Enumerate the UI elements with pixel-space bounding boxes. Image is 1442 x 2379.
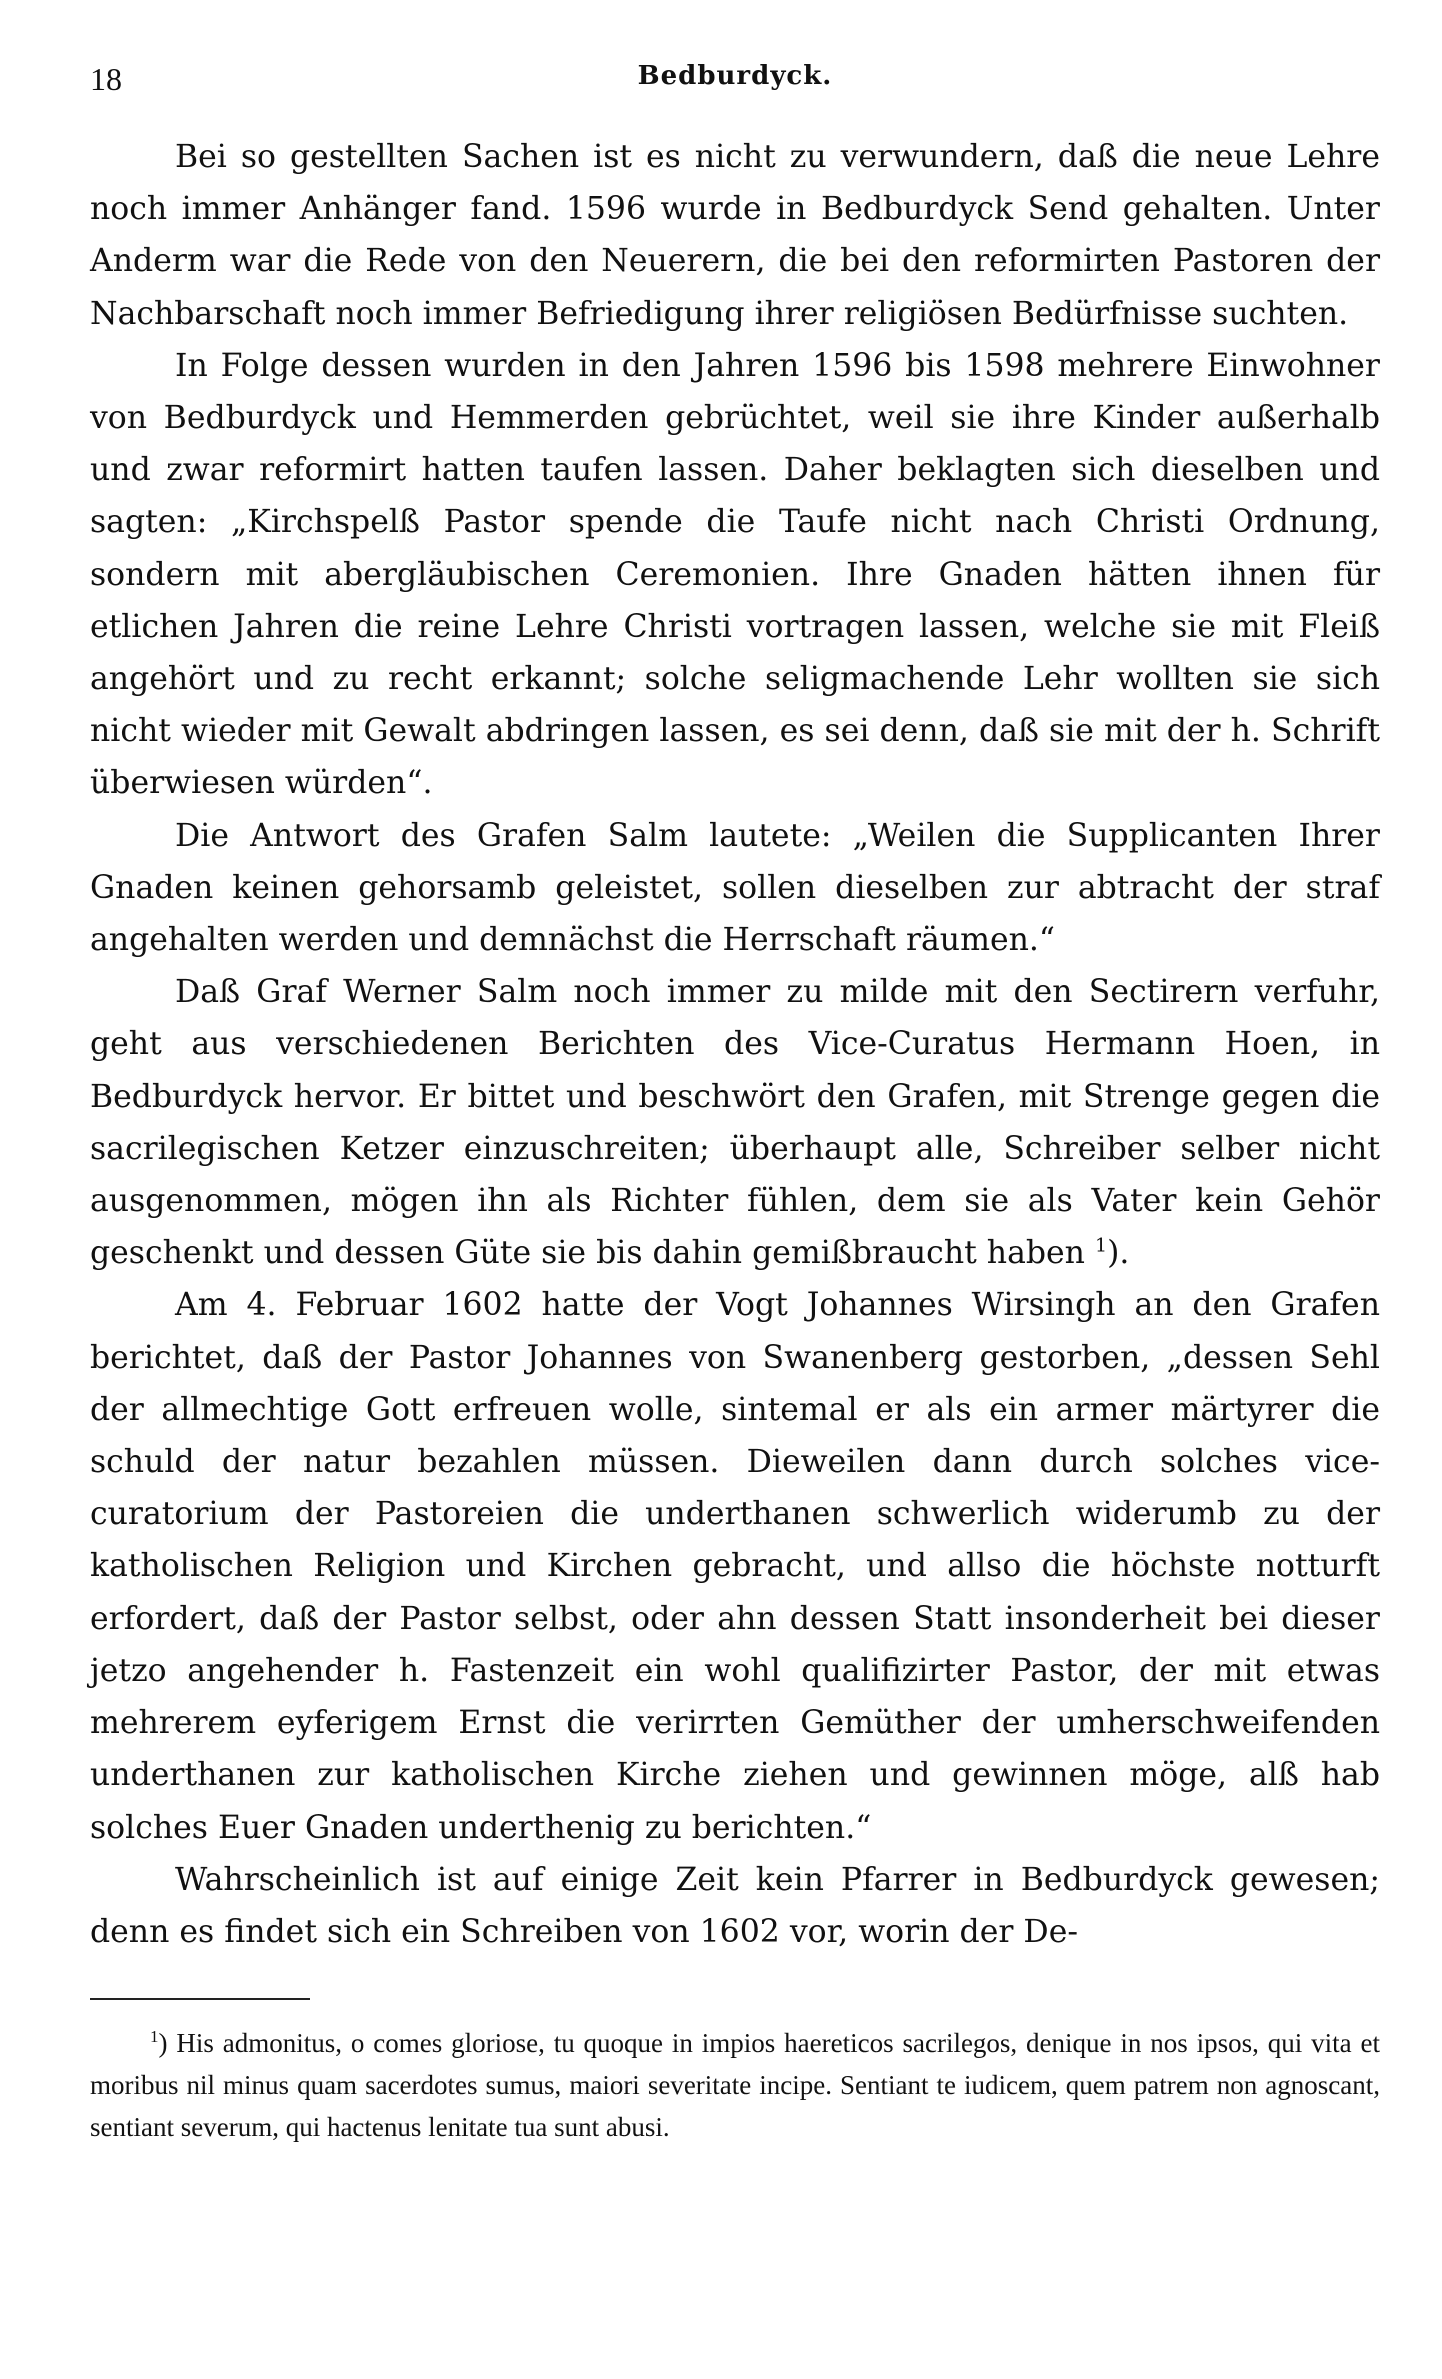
paragraph-with-footnote [90,966,1380,1279]
footnote-divider [90,1998,310,2000]
page-header [90,55,1380,105]
footnote-mark: 1 [150,2027,159,2047]
running-title: Bedburdyck. [637,61,833,91]
paragraph: In Folge dessen wurden in den Jahren 1596 bis 1598 mehrere Einwohner von Bedburdyck und Hemmerden gebrüchtet, weil sie ihre Kinder außerhalb und zwar reformirt hatten taufen lassen. Daher beklagten sich dieselben und sagten: „Kirchspelß Pastor spende die Taufe nicht nach Christi Ordnung, sondern mit abergläubischen Ceremonien. Ihre Gnaden hätten ihnen für etlichen Jahren die reine Lehre Christi vortragen lassen, welche sie mit Fleiß angehört und zu recht erkannt; solche seligmachende Lehr wollten sie sich nicht wieder mit Gewalt abdringen lassen, es sei denn, daß sie mit der h. Schrift überwiesen würden“. [90,347,1380,802]
footnote-reference: 1 [1094,1234,1108,1257]
body-text [90,131,1380,1958]
paragraph: Am 4. Februar 1602 hatte der Vogt Johannes Wirsingh an den Grafen berichtet, daß der Pastor Johannes von Swanenberg gestorben, „dessen Sehl der allmechtige Gott erfreuen wolle, sintemal er als ein armer märtyrer die schuld der natur bezahlen müssen. Dieweilen dann durch solches vice-curatorium der Pastoreien die underthanen schwerlich widerumb zu der katholischen Religion und Kirchen gebracht, und allso die höchste notturft erfordert, daß der Pastor selbst, oder ahn dessen Statt insonderheit bei dieser jetzo angehender h. Fastenzeit ein wohl qualifizirter Pastor, der mit etwas mehrerem eyferigem Ernst die verirrten Gemüther der umherschweifenden underthanen zur katholischen Kirche ziehen und gewinnen möge, alß hab solches Euer Gnaden underthenig zu berichten.“ [90,1287,1380,1846]
paragraph: Bei so gestellten Sachen ist es nicht zu verwundern, daß die neue Lehre noch immer Anhänger fand. 1596 wurde in Bedburdyck Send gehalten. Unter Anderm war die Rede von den Neuerern, die bei den reformirten Pastoren der Nachbarschaft noch immer Befriedigung ihrer religiösen Bedürfnisse suchten. [90,139,1380,332]
paragraph-text: Daß Graf Werner Salm noch immer zu milde mit den Sectirern verfuhr, geht aus verschiedenen Berichten des Vice-Curatus Hermann Hoen, in Bedburdyck hervor. Er bittet und beschwört den Grafen, mit Strenge gegen die sacrilegischen Ketzer einzuschreiten; überhaupt alle, Schreiber selber nicht ausgenommen, mögen ihn als Richter fühlen, dem sie als Vater kein Gehör geschenkt und dessen Güte sie bis dahin gemißbraucht haben [90,974,1380,1272]
paragraph: Wahrscheinlich ist auf einige Zeit kein Pfarrer in Bedburdyck gewesen; denn es findet sich ein Schreiben von 1602 vor, worin der De- [90,1861,1380,1950]
page-number: 18 [90,61,122,97]
footnote-text: His admonitus, o comes gloriose, tu quoque in impios haereticos sacrilegos, denique in nos ipsos, qui vita et moribus nil minus quam sacerdotes sumus, maiori severitate incipe. Sentiant te iudicem, quem patrem non agnoscant, sentiant severum, qui hactenus lenitate tua sunt abusi. [90,2028,1380,2143]
paragraph-tail: ). [1107,1235,1130,1272]
book-page [90,55,1380,2148]
paragraph: Die Antwort des Grafen Salm lautete: „Weilen die Supplicanten Ihrer Gnaden keinen gehorsamb geleistet, sollen dieselben zur abtracht der straf angehalten werden und demnächst die Herrschaft räumen.“ [90,817,1380,959]
footnote-mark-tail: ) [158,2028,168,2059]
footnote [90,2022,1380,2148]
